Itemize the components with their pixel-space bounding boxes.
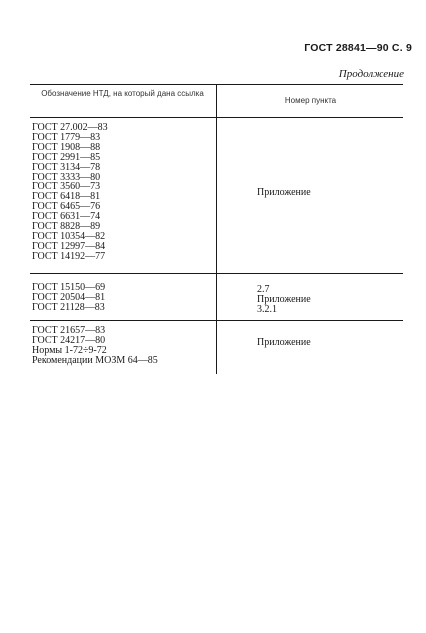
doc-reference: ГОСТ 21128—83 (32, 301, 105, 313)
clause-number: 2.7 (257, 284, 270, 295)
doc-reference: ГОСТ 27.002—83 (32, 122, 108, 133)
continuation-label: Продолжение (338, 68, 404, 80)
doc-reference: ГОСТ 14192—77 (32, 250, 106, 262)
group-1-doc-list (32, 123, 108, 262)
doc-reference: ГОСТ 10354—82 (32, 230, 106, 242)
group-1-clause: Приложение (257, 187, 311, 198)
doc-reference: ГОСТ 6418—81 (32, 191, 101, 203)
column-header-clause: Номер пункта (284, 96, 337, 105)
group-3-clause: Приложение (257, 337, 311, 348)
column-header-document: Обозначение НТД, на который дана ссылка (41, 89, 204, 98)
doc-reference: ГОСТ 1779—83 (32, 131, 101, 143)
doc-reference: ГОСТ 20504—81 (32, 291, 106, 303)
page-header: ГОСТ 28841—90 С. 9 (304, 42, 412, 54)
header-column-divider (216, 84, 217, 117)
doc-reference: Нормы 1-72÷9-72 (32, 344, 107, 356)
group-3-doc-list (32, 326, 158, 366)
doc-reference: ГОСТ 12997—84 (32, 240, 106, 252)
clause-number: Приложение (257, 293, 311, 305)
doc-reference: ГОСТ 1908—88 (32, 141, 101, 153)
doc-reference: ГОСТ 3560—73 (32, 181, 101, 193)
doc-reference: ГОСТ 6631—74 (32, 211, 101, 223)
group-3-column-divider (216, 320, 217, 374)
doc-reference: ГОСТ 3134—78 (32, 161, 101, 173)
doc-reference: ГОСТ 2991—85 (32, 151, 101, 163)
doc-reference: ГОСТ 8828—89 (32, 221, 101, 233)
doc-reference: ГОСТ 15150—69 (32, 282, 106, 293)
doc-reference: Рекомендации МОЗМ 64—85 (32, 354, 158, 366)
doc-reference: ГОСТ 3333—80 (32, 171, 101, 183)
group-1-column-divider (216, 117, 217, 273)
doc-reference: ГОСТ 21657—83 (32, 325, 106, 336)
group-2-column-divider (216, 273, 217, 320)
group-2-clause-list (257, 285, 311, 315)
doc-reference: ГОСТ 6465—76 (32, 201, 101, 213)
doc-reference: ГОСТ 24217—80 (32, 334, 106, 346)
clause-number: 3.2.1 (257, 303, 277, 315)
group-2-doc-list (32, 283, 105, 313)
